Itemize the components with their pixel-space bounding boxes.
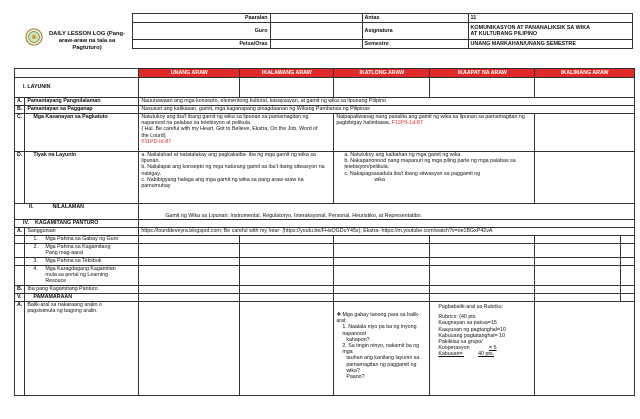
petsa-value[interactable]: [270, 40, 362, 49]
rubrik-1: Rubrics: (40 pts.: [438, 314, 477, 321]
kasanayan-title: Mga Kasanayan sa Pagkatuto: [25, 114, 139, 152]
kasanayan-day1: [139, 114, 334, 152]
tiyak-a-line-1: a. Nailalahad at natatalakay ang pagkakaiba- iba ng mga gamit ng wika sa: [141, 152, 316, 158]
tiyak-b-line-4: c. Nakapagsasadula iba't ibang sitwasyon sa paggamit ng: [344, 170, 481, 177]
sang-4-text-a: Mga Karagdagang Kagamitan: [45, 266, 116, 272]
paaralan-label: Paaralan: [132, 14, 270, 23]
sang-2-text-b: Pang mag-aaral: [45, 250, 84, 257]
lesson-log-table: [14, 68, 635, 396]
rubrik-3: Kaayusan ng pagtanghal=10: [438, 326, 506, 333]
tanong-intro: ❖ Mga gabay tanong para sa balik-aral:: [336, 312, 420, 325]
pagganap-row: [15, 106, 635, 114]
antas-label: Antas: [362, 14, 468, 23]
tiyak-b-line-2: b. Nakapanonood nang mapanuri ng mga piling parte ng mga palabas sa: [344, 158, 516, 165]
layunin-heading: I. LAYUNIN: [15, 78, 139, 98]
tiyak-a-line-3: b. Nailalapat ang konsepto ng mga naturang gamit sa iba't ibang sitwasyon na: [141, 164, 325, 171]
iba-letter: B.: [15, 286, 25, 294]
sanggunian-row: [15, 228, 635, 236]
kagamitan-heading: [15, 220, 139, 228]
balik-rubrik: [430, 302, 535, 396]
rubrik-6-label: Kooperasyon: [438, 345, 470, 352]
sang-4-text-c: Resouce: [45, 278, 67, 285]
day-1-header: UNANG ARAW: [139, 69, 240, 78]
tanong-intro-text: Mga gabay tanong para sa balik-aral:: [336, 312, 420, 325]
rubrik-6-value: = 5: [489, 345, 497, 352]
guro-label: Guro: [132, 23, 270, 40]
layunin-row: [15, 78, 635, 98]
pangnilalaman-title: Pamantayang Pangnilalaman: [25, 98, 139, 106]
tiyak-title: Tiyak na Layunin: [25, 152, 139, 204]
tanong-2a: 2. Sa tingin ninyo, nakamit ba ng mga: [342, 343, 420, 356]
nilalaman-title: NILALAMAN: [52, 204, 84, 210]
kasanayan-a-code: F11PD-Id-87: [141, 138, 172, 145]
nilalaman-text: Gamit ng Wika sa Lipunan: Instrumental, Regulatoryo, Interaksyonal, Personal, Heuristiko, at Representatibo.: [139, 204, 635, 220]
antas-value: 11: [468, 14, 632, 23]
sanggunian-letter: A.: [15, 228, 25, 236]
nilalaman-heading: [15, 204, 139, 220]
pamamaraan-letter: V.: [15, 294, 25, 302]
sang-4: 4. Mga Karagdagang Kagamitan mula sa portal ng Learning Resouce: [25, 266, 139, 286]
nilalaman-num: II.: [29, 204, 34, 210]
title-line-2: araw-araw na tala sa: [58, 38, 116, 44]
tiyak-row: [15, 152, 635, 204]
day-4-header: IKAAPAT NA ARAW: [430, 69, 535, 78]
kagamitan-title: KAGAMITANG PANTURO: [35, 220, 99, 226]
rubrik-7-value: 40 pts.: [478, 351, 495, 358]
sanggunian-text[interactable]: https://lourddeveyra.blogspot.com; Be careful with my hear- (https://youtu.be/FHsOGDuY45s); Ekstra- https://m.youtube.com/watch?v=oe1BGxP42vA: [139, 228, 635, 236]
kasanayan-day3: [334, 114, 535, 152]
paaralan-value[interactable]: [270, 14, 362, 23]
day-2-header: IKALAWANG ARAW: [240, 69, 334, 78]
balik-line-2: pagsisimula ng bagong aralin.: [27, 308, 98, 315]
tiyak-a-line-5: c. Nabibigyang halaga ang mga gamit ng wika sa pang araw-araw na: [141, 176, 304, 183]
kasanayan-a-line-4: the Lourd): [141, 132, 166, 139]
balik-aral-row: [15, 302, 635, 396]
pangnilalaman-text: Nauunawaan ang mga konsepto, elementong kultural, kasaysayan, at gamit ng wika sa lipunang Pilipino: [139, 98, 635, 106]
rubrik-title: Pagbabalik-aral sa Rubriks:: [438, 304, 504, 310]
rubrik-5: Pakikiisa sa grupo/: [438, 339, 483, 346]
semestre-label: Semestre: [362, 40, 468, 49]
day-5-header: IKALIMANG ARAW: [535, 69, 635, 78]
iba-title: Iba pang Kagamitang Panturo: [25, 286, 139, 294]
pagganap-title: Pamantayan sa Pagganap: [25, 106, 139, 114]
kasanayan-a-line-3: ( Hal. Be careful with my Heart, Got to Believe, Ekstra, On the Job, Word of: [141, 126, 318, 133]
semestre-value: UNANG MARKAHAN/UNANG SEMESTRE: [468, 40, 632, 49]
nilalaman-row: [15, 204, 635, 220]
title-line-3: Pagtuturo): [72, 45, 102, 51]
rubrik-7: [438, 351, 532, 357]
pagganap-letter: B.: [15, 106, 25, 114]
tiyak-day1: [139, 152, 334, 204]
sang-1-row: [15, 236, 635, 244]
kasanayan-row: [15, 114, 635, 152]
asignatura-value: [468, 23, 632, 40]
sang-3: 3. Mga Pahina sa Teksbuk: [25, 258, 139, 266]
kasanayan-b-text: pagbibigay halimbawa.: [336, 120, 391, 127]
asignatura-line-2: AT KULTURANG PILIPINO: [470, 31, 538, 37]
balik-line-1: Balik-aral sa nakaraang aralin o: [27, 302, 102, 308]
tiyak-letter: D.: [15, 152, 25, 204]
petsa-label: Petsa/Oras: [132, 40, 270, 49]
tiyak-b-line-5: wika: [374, 176, 385, 183]
tiyak-b-line-3: telebisyon/pelikula.: [344, 164, 390, 171]
sang-2-row: [15, 244, 635, 258]
sang-1-text: Mga Pahina sa Gabay ng Guro: [45, 236, 119, 242]
rubrik-7-label: Kabuuan=: [438, 351, 463, 358]
rubrik-2: Kaugnayan sa paksa=15: [438, 320, 497, 327]
sang-4-row: [15, 266, 635, 286]
pamamaraan-row: [15, 294, 635, 302]
kagamitan-row: [15, 220, 635, 228]
kasanayan-b-line-1: Naipapaliwanag nang pasalita ang gamit ng wika sa lipunan sa pamamagitan ng: [336, 114, 525, 120]
sang-1: 1. Mga Pahina sa Gabay ng Guro: [25, 236, 139, 244]
tiyak-day3: [334, 152, 535, 204]
tanong-2d: Paano?: [346, 374, 365, 381]
rubrik-4: Kabuuang pagtatanghal= 10: [438, 332, 506, 339]
pangnilalaman-letter: A.: [15, 98, 25, 106]
tiyak-a-line-6: pamumuhay: [141, 183, 171, 190]
pamamaraan-title: PAMAMARAAN: [25, 294, 139, 302]
tanong-2b: tauhan ang kanilang layunin sa: [346, 355, 420, 362]
tanong-2c: pamamagitan ng paggamit ng wika?: [346, 361, 417, 374]
kasanayan-letter: C.: [15, 114, 25, 152]
tiyak-a-line-4: nabigay.: [141, 170, 161, 177]
pangnilalaman-row: [15, 98, 635, 106]
tanong-1b: kahapon?: [346, 336, 370, 343]
sang-3-text: Mga Pahina sa Teksbuk: [45, 258, 102, 264]
asignatura-label: Asignatura: [362, 23, 468, 40]
sang-4-text-b: mula sa portal ng Learning: [45, 272, 109, 279]
guro-value[interactable]: [270, 23, 362, 40]
tiyak-a-line-2: lipunan.: [141, 158, 160, 165]
balik-title: [25, 302, 139, 396]
asignatura-line-1: KOMUNIKASYON AT PANANALIKSIK SA WIKA: [470, 25, 590, 31]
iba-row: [15, 286, 635, 294]
sang-3-row: [15, 258, 635, 266]
kasanayan-a-line-1: Natutukoy ang iba't ibang gamit ng wika sa lipunan sa pamamagitan ng: [141, 114, 309, 120]
kasanayan-a-line-2: napanood na palabas sa telebisyon at pelikula: [141, 120, 250, 127]
lesson-log-title: [46, 31, 128, 52]
day-3-header: IKATLONG ARAW: [334, 69, 430, 78]
sang-2-text-a: Mga Pahina sa Kagamitang: [45, 244, 111, 250]
balik-tanong: [334, 302, 430, 396]
kasanayan-b-code: F11PS-1d-87: [391, 120, 423, 127]
sang-2: 2. Mga Pahina sa Kagamitang Pang mag-aaral: [25, 244, 139, 258]
tiyak-b-line-1: a. Natutukoy ang kaibahan ng mga gamit ng wika.: [344, 152, 462, 158]
sanggunian-title: Sanggunian: [25, 228, 139, 236]
kagamitan-num: IV.: [23, 220, 29, 226]
title-line-1: DAILY LESSON LOG (Pang-: [48, 31, 125, 37]
pagganap-text: Nasusuri ang kalikasan, gamit, mga kaganapang pinagdaanan ng Wikang Pambansa ng Pilipinas: [139, 106, 635, 114]
kasanayan-b-line-2: [336, 120, 532, 126]
day-header-row: [15, 69, 635, 78]
tanong-1a: 1. Naalala niyo pa ba ng inyong napanood: [342, 324, 417, 337]
balik-letter: A.: [15, 302, 25, 396]
